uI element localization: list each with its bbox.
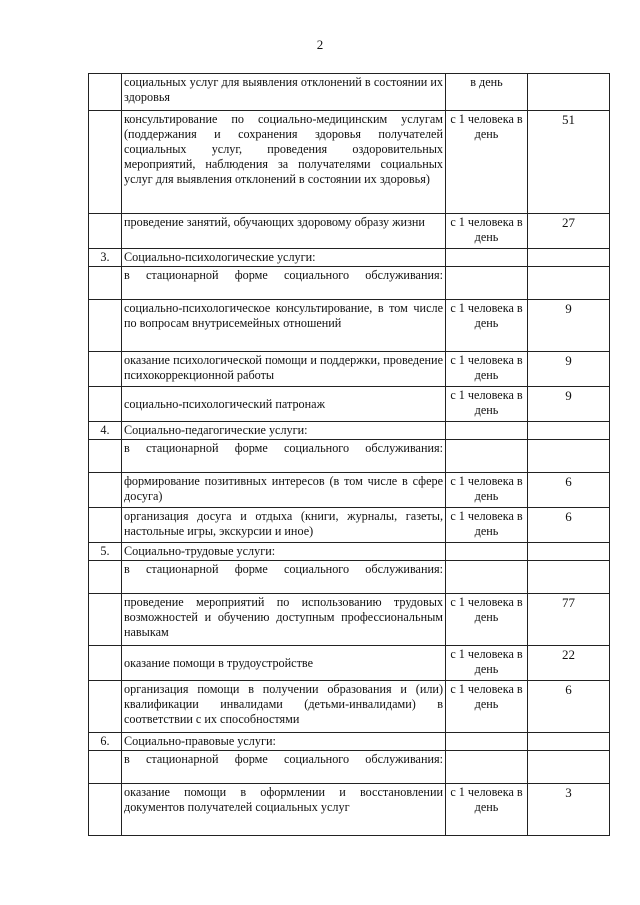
- table-row: [89, 387, 610, 422]
- page-number: 2: [316, 37, 324, 52]
- section-number: 3.: [89, 249, 122, 267]
- row-number: [89, 646, 122, 681]
- tariff-value: 6: [528, 508, 610, 543]
- section-number: 6.: [89, 733, 122, 751]
- row-number: [89, 440, 122, 473]
- unit-of-service: с 1 человека в день: [446, 508, 528, 543]
- tariff-value: 9: [528, 387, 610, 422]
- row-number: [89, 300, 122, 352]
- table-row: [89, 681, 610, 733]
- service-name: организация помощи в получении образования и (или) квалификации инвалидами (детьми-инвалидами) в соответствии с их способностями: [122, 681, 446, 733]
- tariff-value: [528, 422, 610, 440]
- service-name: оказание помощи в трудоустройстве: [122, 646, 446, 681]
- unit-of-service: с 1 человека в день: [446, 214, 528, 249]
- tariff-value: 77: [528, 594, 610, 646]
- unit-of-service: [446, 440, 528, 473]
- tariff-value: 27: [528, 214, 610, 249]
- service-name: консультирование по социально-медицинским услугам (поддержания и сохранения здоровья получателей социальных услуг, проведения оздоровительных мероприятий, наблюдения за получателями социальных услуг для выявления отклонений в состоянии их здоровья): [122, 111, 446, 214]
- unit-of-service: с 1 человека в день: [446, 300, 528, 352]
- unit-of-service: [446, 561, 528, 594]
- tariff-value: [528, 543, 610, 561]
- service-form-label: в стационарной форме социального обслуживания:: [122, 267, 446, 300]
- section-title: Социально-трудовые услуги:: [122, 543, 446, 561]
- table-row: [89, 594, 610, 646]
- tariff-value: 6: [528, 681, 610, 733]
- section-title: Социально-правовые услуги:: [122, 733, 446, 751]
- service-name: социально-психологическое консультирование, в том числе по вопросам внутрисемейных отношений: [122, 300, 446, 352]
- unit-of-service: с 1 человека в день: [446, 646, 528, 681]
- tariff-value: 6: [528, 473, 610, 508]
- service-name: проведение мероприятий по использованию трудовых возможностей и обучению доступным профессиональным навыкам: [122, 594, 446, 646]
- section-title: Социально-педагогические услуги:: [122, 422, 446, 440]
- table-row: [89, 111, 610, 214]
- subsection-row: [89, 440, 610, 473]
- row-number: [89, 214, 122, 249]
- unit-of-service: [446, 751, 528, 784]
- section-title: Социально-психологические услуги:: [122, 249, 446, 267]
- service-name: социальных услуг для выявления отклонений в состоянии их здоровья: [122, 74, 446, 111]
- section-number: 4.: [89, 422, 122, 440]
- subsection-row: [89, 751, 610, 784]
- row-number: [89, 74, 122, 111]
- service-name: оказание помощи в оформлении и восстановлении документов получателей социальных услуг: [122, 784, 446, 836]
- unit-of-service: с 1 человека в день: [446, 111, 528, 214]
- row-number: [89, 561, 122, 594]
- tariff-value: 51: [528, 111, 610, 214]
- row-number: [89, 681, 122, 733]
- row-number: [89, 473, 122, 508]
- tariff-value: 3: [528, 784, 610, 836]
- table-row: [89, 74, 610, 111]
- tariff-value: [528, 440, 610, 473]
- unit-of-service: [446, 733, 528, 751]
- service-name: формирование позитивных интересов (в том числе в сфере досуга): [122, 473, 446, 508]
- unit-of-service: с 1 человека в день: [446, 784, 528, 836]
- unit-of-service: с 1 человека в день: [446, 352, 528, 387]
- tariff-value: 9: [528, 352, 610, 387]
- table-row: [89, 646, 610, 681]
- unit-of-service: [446, 422, 528, 440]
- row-number: [89, 508, 122, 543]
- subsection-row: [89, 561, 610, 594]
- tariff-value: [528, 267, 610, 300]
- unit-of-service: [446, 267, 528, 300]
- service-form-label: в стационарной форме социального обслуживания:: [122, 751, 446, 784]
- service-name: организация досуга и отдыха (книги, журналы, газеты, настольные игры, экскурсии и иное): [122, 508, 446, 543]
- unit-of-service: с 1 человека в день: [446, 387, 528, 422]
- tariff-value: [528, 733, 610, 751]
- row-number: [89, 784, 122, 836]
- tariff-table: [88, 73, 610, 836]
- tariff-value: 22: [528, 646, 610, 681]
- service-name: оказание психологической помощи и поддержки, проведение психокоррекционной работы: [122, 352, 446, 387]
- service-form-label: в стационарной форме социального обслуживания:: [122, 561, 446, 594]
- section-row: [89, 733, 610, 751]
- tariff-value: 9: [528, 300, 610, 352]
- unit-of-service: с 1 человека в день: [446, 681, 528, 733]
- service-name: социально-психологический патронаж: [122, 387, 446, 422]
- section-row: [89, 249, 610, 267]
- row-number: [89, 751, 122, 784]
- service-name: проведение занятий, обучающих здоровому образу жизни: [122, 214, 446, 249]
- service-form-label: в стационарной форме социального обслуживания:: [122, 440, 446, 473]
- row-number: [89, 594, 122, 646]
- table-row: [89, 300, 610, 352]
- unit-of-service: в день: [446, 74, 528, 111]
- table-row: [89, 784, 610, 836]
- row-number: [89, 111, 122, 214]
- table-row: [89, 214, 610, 249]
- unit-of-service: [446, 249, 528, 267]
- section-number: 5.: [89, 543, 122, 561]
- section-row: [89, 543, 610, 561]
- subsection-row: [89, 267, 610, 300]
- table-row: [89, 352, 610, 387]
- tariff-value: [528, 74, 610, 111]
- tariff-value: [528, 751, 610, 784]
- section-row: [89, 422, 610, 440]
- table-row: [89, 473, 610, 508]
- row-number: [89, 387, 122, 422]
- unit-of-service: с 1 человека в день: [446, 473, 528, 508]
- tariff-value: [528, 249, 610, 267]
- table-row: [89, 508, 610, 543]
- row-number: [89, 352, 122, 387]
- tariff-value: [528, 561, 610, 594]
- unit-of-service: [446, 543, 528, 561]
- row-number: [89, 267, 122, 300]
- unit-of-service: с 1 человека в день: [446, 594, 528, 646]
